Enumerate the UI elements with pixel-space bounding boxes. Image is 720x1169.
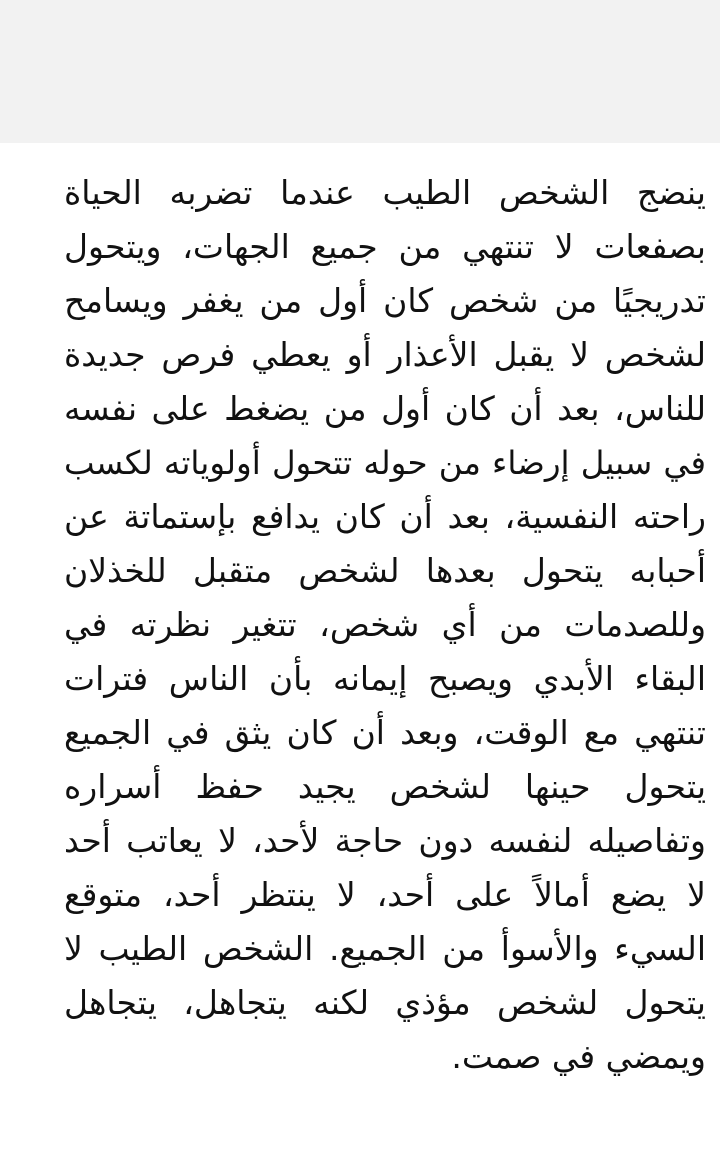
text-line: لا يضع أمالاً على أحد، لا ينتظر أحد، متوقع [64,875,706,914]
text-line: يتحول لشخص مؤذي لكنه يتجاهل، يتجاهل [64,983,706,1022]
text-line: يتحول حينها لشخص يجيد حفظ أسراره [64,767,706,806]
text-line: تدريجيًا من شخص كان أول من يغفر ويسامح [64,281,706,320]
text-line: وللصدمات من أي شخص، تتغير نظرته في [64,605,706,644]
text-line: راحته النفسية، بعد أن كان يدافع بإستماتة عن [64,497,706,536]
header-band [0,0,720,143]
text-line: البقاء الأبدي ويصبح إيمانه بأن الناس فترات [64,659,706,698]
text-line: ويمضي في صمت. [451,1037,706,1076]
text-line: أحبابه يتحول بعدها لشخص متقبل للخذلان [64,551,706,590]
text-line: للناس، بعد أن كان أول من يضغط على نفسه [64,389,706,428]
text-line: وتفاصيله لنفسه دون حاجة لأحد، لا يعاتب أحد [64,821,706,860]
text-line: ينضج الشخص الطيب عندما تضربه الحياة [64,173,706,212]
text-line: بصفعات لا تنتهي من جميع الجهات، ويتحول [64,227,706,266]
text-line: تنتهي مع الوقت، وبعد أن كان يثق في الجميع [64,713,706,752]
text-line: السيء والأسوأ من الجميع. الشخص الطيب لا [64,929,706,968]
text-line: لشخص لا يقبل الأعذار أو يعطي فرص جديدة [64,335,706,374]
paragraph [64,166,706,1084]
text-line: في سبيل إرضاء من حوله تتحول أولوياته لكسب [64,444,706,482]
